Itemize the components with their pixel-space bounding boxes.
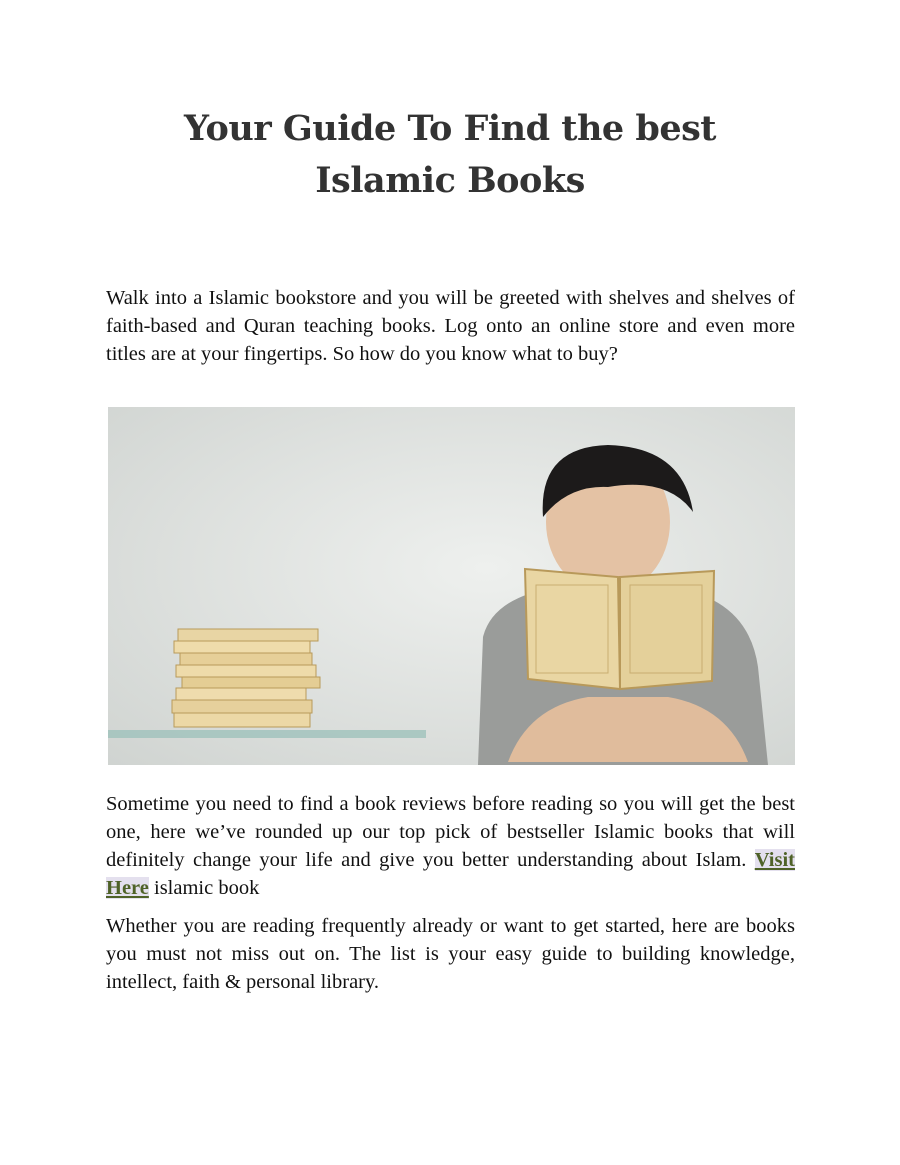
glass-shelf <box>108 730 426 738</box>
intro-paragraph: Walk into a Islamic bookstore and you will be greeted with shelves and shelves of faith-based and Quran teaching books. Log onto an online store and even more titles are at your fingertips. So how do you know what to buy? <box>106 287 795 365</box>
title-line-2: Islamic Books <box>315 160 585 201</box>
document-title <box>0 103 900 207</box>
open-book <box>525 569 714 689</box>
recommendation-paragraph <box>106 790 795 902</box>
visit-here-link[interactable]: Visit Here <box>106 849 795 899</box>
book-stack <box>172 629 320 727</box>
reading-photo <box>108 407 795 765</box>
link-suffix-text: islamic book <box>154 877 260 899</box>
title-line-1: Your Guide To Find the best <box>184 108 716 149</box>
closing-paragraph: Whether you are reading frequently already or want to get started, here are books you must not miss out on. The list is your easy guide to building knowledge, intellect, faith & personal library. <box>106 915 795 993</box>
recommendation-text: Sometime you need to find a book reviews before reading so you will get the best one, here we’ve rounded up our top pick of bestseller Islamic books that will definitely change your life and give you better understanding about Islam. <box>106 793 795 871</box>
young-man-reading-image <box>108 407 795 765</box>
